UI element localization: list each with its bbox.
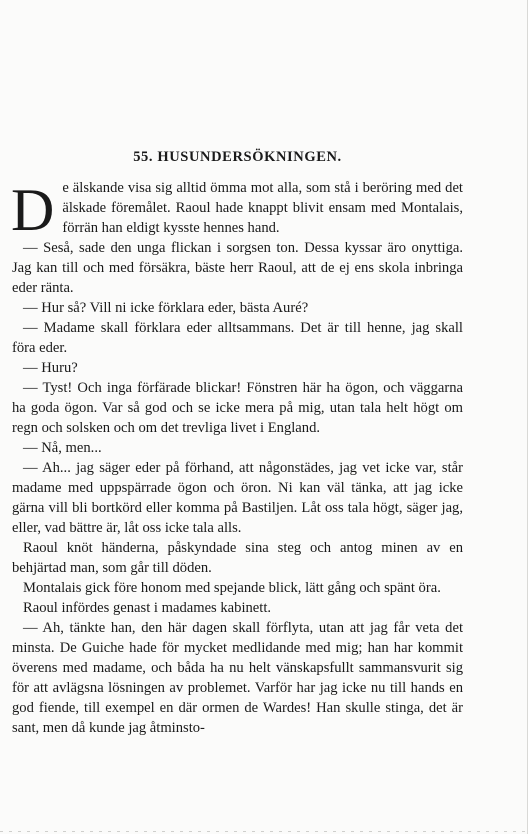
drop-cap: D (11, 177, 55, 243)
chapter-title: 55. HUSUNDERSÖKNINGEN. (133, 149, 342, 165)
paragraph-2: — Seså, sade den unga flickan i sorgsen ton. Dessa kyssar äro onyttiga. Jag kan till och med försäkra, bäste herr Raoul, att de ej ens skola inbringa eder ränta. (12, 240, 463, 296)
chapter-body (12, 178, 463, 738)
paragraph-9: Raoul knöt händerna, påskyndade sina steg och antog minen av en behjärtad man, som går till döden. (12, 540, 463, 576)
scan-edge-bottom (0, 831, 528, 832)
paragraph-10: Montalais gick före honom med spejande blick, lätt gång och spänt öra. (23, 580, 441, 596)
paragraph-7: — Nå, men... (23, 440, 102, 456)
book-page (12, 0, 463, 834)
paragraph-1 (11, 177, 463, 243)
paragraph-4: — Madame skall förklara eder alltsammans. Det är till henne, jag skall föra eder. (12, 320, 463, 356)
paragraph-1-text: e älskande visa sig alltid ömma mot alla, som stå i beröring med det älskade föremålet. Raoul hade knappt blivit ensam med Montalais, förrän han eldigt kysste hennes hand. (62, 180, 463, 236)
paragraph-12: — Ah, tänkte han, den här dagen skall förflyta, utan att jag får veta det minsta. De Guiche hade för mycket medlidande med mig; han har kommit överens med madame, och båda ha nu helt vänskapsfullt sammansvurit sig för att avlägsna lösningen av problemet. Varför har jag icke nu till hands en god fiende, till exempel en där ormen de Wardes! Han skulle stinga, det är sant, men då kunde jag åtminsto- (12, 620, 463, 736)
paragraph-8: — Ah... jag säger eder på förhand, att någonstädes, jag vet icke var, står madame med uppspärrade ögon och öron. Ni kan väl tänka, att jag icke gärna vill bli bortkörd eller komma på Bastiljen. Låt oss tala högt, säger jag, eller, vad bättre är, låt oss icke tala alls. (12, 460, 463, 536)
paragraph-3: — Hur så? Vill ni icke förklara eder, bästa Auré? (23, 300, 309, 316)
paragraph-5: — Huru? (23, 360, 78, 376)
paragraph-11: Raoul infördes genast i madames kabinett. (23, 600, 272, 616)
paragraph-6: — Tyst! Och inga förfärade blickar! Fönstren här ha ögon, och väggarna ha goda ögon. Var så god och se icke mera på mig, utan tala helt högt om regn och solsken och om det trevliga livet i England. (12, 380, 463, 436)
